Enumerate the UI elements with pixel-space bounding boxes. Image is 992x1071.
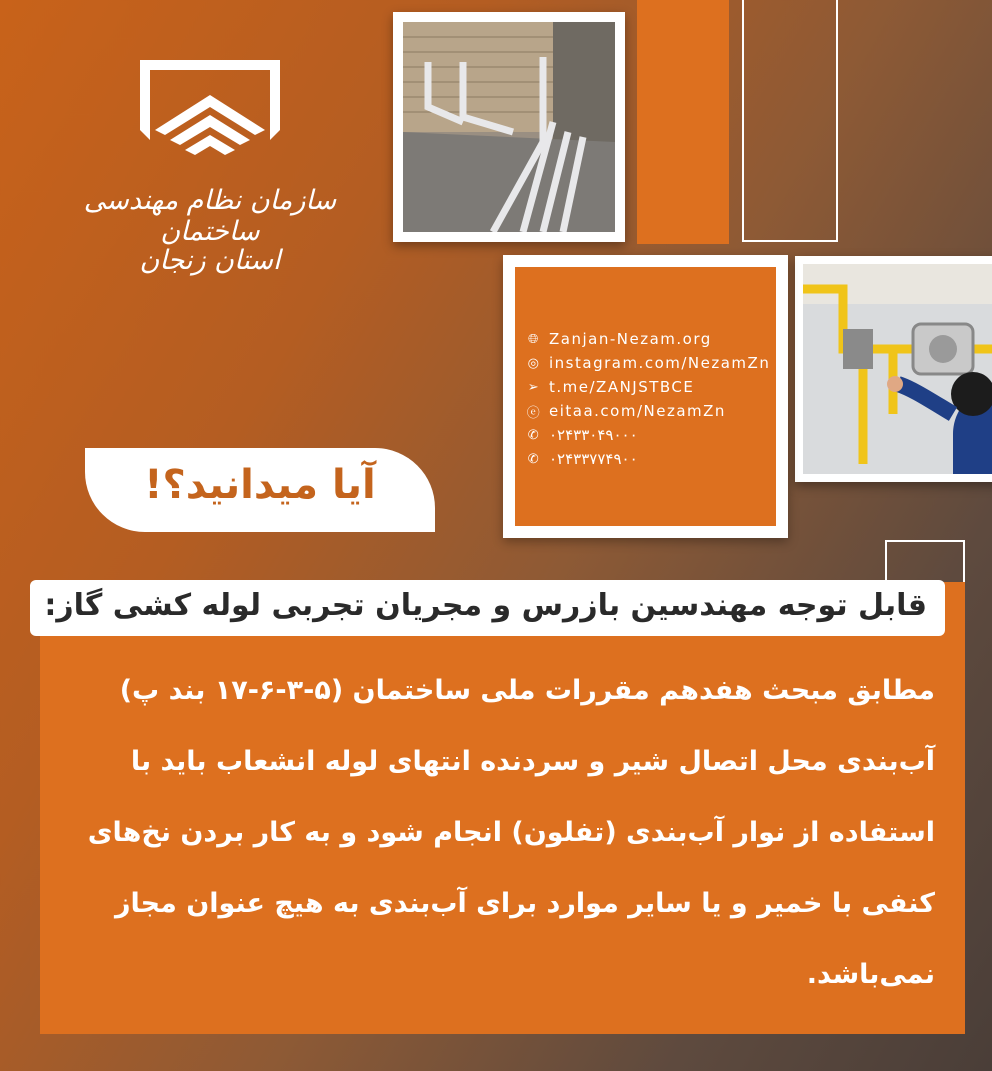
notice-line: مطابق مبحث هفدهم مقررات ملی ساختمان (۵-۳-۶-۱۷ بند پ) <box>119 675 935 706</box>
contact-text: eitaa.com/NezamZn <box>549 402 726 420</box>
contact-card <box>503 255 788 538</box>
logo-subtitle: استان زنجان <box>139 245 281 276</box>
roof-logo-icon <box>135 55 285 175</box>
did-you-know-badge <box>85 448 435 532</box>
contact-instagram[interactable] <box>523 351 773 375</box>
contact-text: instagram.com/NezamZn <box>549 354 771 372</box>
logo-title: سازمان نظام مهندسی ساختمان <box>83 185 337 247</box>
organization-logo <box>60 55 360 295</box>
gas-valve-photo <box>795 256 992 482</box>
contact-telegram[interactable] <box>523 375 773 399</box>
piping-photo <box>393 12 625 242</box>
notice-body <box>55 655 935 1010</box>
notice-line: استفاده از نوار آب‌بندی (تفلون) انجام شود و به کار بردن نخ‌های <box>87 817 935 848</box>
notice-line: آب‌بندی محل اتصال شیر و سردنده انتهای لوله انشعاب باید با <box>130 746 935 777</box>
phone-icon: ✆ <box>527 427 541 443</box>
instagram-icon: ◎ <box>527 355 541 371</box>
telegram-icon: ➢ <box>527 379 541 395</box>
decorative-orange-box <box>637 0 729 244</box>
decorative-outline-box <box>742 0 838 242</box>
notice-title-bar <box>30 580 945 636</box>
globe-icon: 🌐︎ <box>528 331 540 347</box>
notice-line: کنفی با خمیر و یا سایر موارد برای آب‌بندی به هیچ عنوان مجاز <box>115 888 935 919</box>
contact-eitaa[interactable] <box>523 399 773 423</box>
contact-list <box>523 327 773 471</box>
eitaa-icon: ⓔ <box>526 405 542 421</box>
did-you-know-label: آیا میدانید؟! <box>144 462 376 508</box>
contact-text: ۰۲۴۳۳۰۴۹۰۰۰ <box>549 426 638 444</box>
contact-text: t.me/ZANJSTBCE <box>549 378 695 396</box>
notice-line: نمی‌باشد. <box>806 959 935 990</box>
contact-text: ۰۲۴۳۳۷۷۴۹۰۰ <box>549 450 638 468</box>
contact-phone-2[interactable] <box>523 447 773 471</box>
contact-text: Zanjan-Nezam.org <box>549 330 712 348</box>
phone-icon: ✆ <box>527 451 541 467</box>
contact-website[interactable] <box>523 327 773 351</box>
contact-phone-1[interactable] <box>523 423 773 447</box>
notice-title: قابل توجه مهندسین بازرس و مجریان تجربی لوله کشی گاز: <box>44 588 927 623</box>
